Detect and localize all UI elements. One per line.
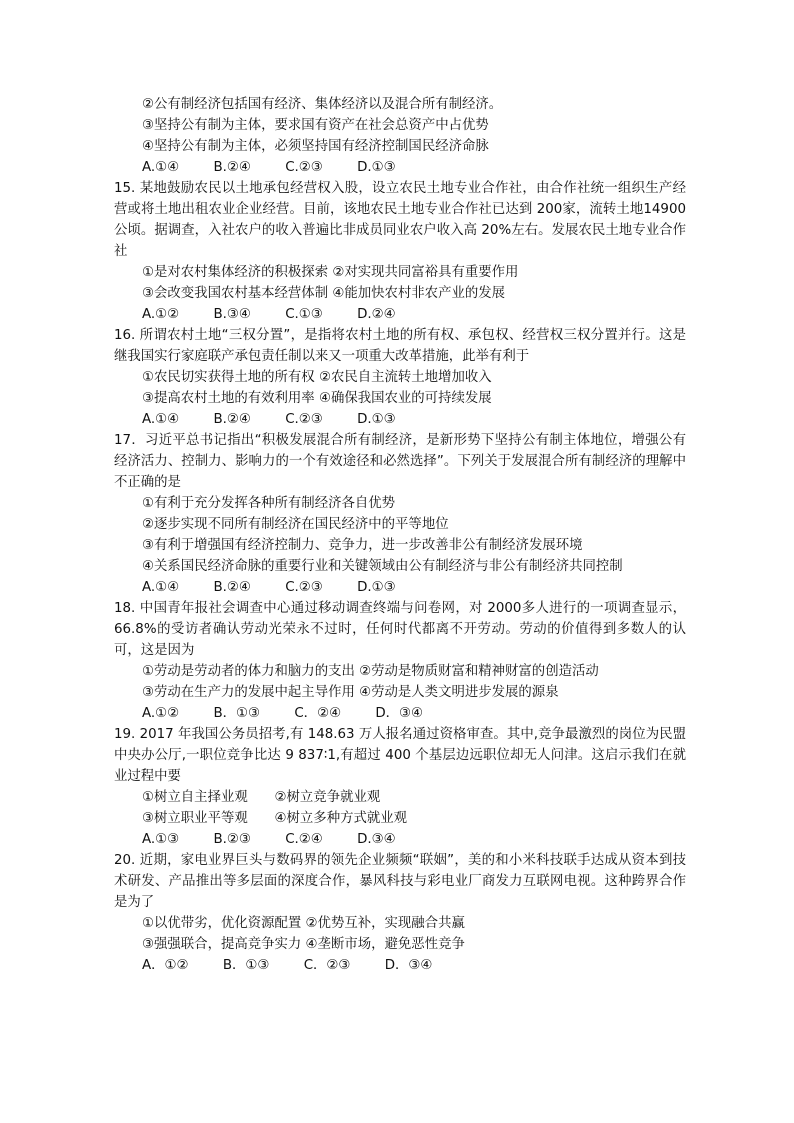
option-item: ④关系国民经济命脉的重要行业和关键领域由公有制经济与非公有制经济共同控制 xyxy=(142,559,623,574)
option-item: ④坚持公有制为主体，必须坚持国有经济控制国民经济命脉 xyxy=(142,139,489,154)
choice-c: C．②③ xyxy=(303,958,351,973)
question-16 xyxy=(114,325,686,430)
question-stem: 19. 2017 年我国公务员招考,有 148.63 万人报名通过资格审查。其中,竞争最激烈的岗位为民盟中央办公厅,一职位竞争比达 9 837∶1,有超过 400 个基层边远职位却无人问津。这启示我们在就业过程中要 xyxy=(114,727,686,784)
answer-choices xyxy=(114,577,686,598)
answer-choices xyxy=(114,409,686,430)
choice-a: A．①② xyxy=(142,958,189,973)
choice-b: B．①③ xyxy=(213,706,261,721)
question-stem: 20. 近期，家电业界巨头与数码界的领先企业频频“联姻”，美的和小米科技联手达成从资本到技术研发、产品推出等多层面的深度合作，暴风科技与彩电业厂商发力互联网电视。这种跨界合作是为了 xyxy=(114,853,686,910)
answer-choices xyxy=(114,157,686,178)
question-18 xyxy=(114,598,686,724)
choice-b: B．①③ xyxy=(222,958,270,973)
answer-choices xyxy=(114,304,686,325)
choice-a: A.①③ xyxy=(142,832,180,847)
choice-c: C.②③ xyxy=(285,412,323,427)
choice-a: A.①② xyxy=(142,706,180,721)
choice-c: C.②④ xyxy=(285,832,323,847)
question-15 xyxy=(114,178,686,325)
question-list xyxy=(114,94,686,976)
option-item: ①劳动是劳动者的体力和脑力的支出 ②劳动是物质财富和精神财富的创造活动 xyxy=(142,664,599,679)
option-item: ②逐步实现不同所有制经济在国民经济中的平等地位 xyxy=(142,517,449,532)
answer-choices xyxy=(114,955,686,976)
choice-d: D．③④ xyxy=(375,706,424,721)
question-14-tail xyxy=(114,94,686,178)
choice-a: A.①④ xyxy=(142,412,180,427)
option-item: ③有利于增强国有经济控制力、竞争力，进一步改善非公有制经济发展环境 xyxy=(142,538,583,553)
option-item: ②公有制经济包括国有经济、集体经济以及混合所有制经济。 xyxy=(142,97,503,112)
choice-d: D.③④ xyxy=(357,832,396,847)
choice-c: C.②③ xyxy=(285,580,323,595)
choice-c: C.②③ xyxy=(285,160,323,175)
choice-a: A.①④ xyxy=(142,580,180,595)
choice-d: D.①③ xyxy=(357,160,396,175)
option-item: ③强强联合，提高竞争实力 ④垄断市场，避免恶性竞争 xyxy=(142,937,465,952)
option-item: ①农民切实获得土地的所有权 ②农民自主流转土地增加收入 xyxy=(142,370,492,385)
choice-b: B.②④ xyxy=(213,580,251,595)
question-stem: 17．习近平总书记指出“积极发展混合所有制经济，是新形势下坚持公有制主体地位，增强公有经济活力、控制力、影响力的一个有效途径和必然选择”。下列关于发展混合所有制经济的理解中不正确的是 xyxy=(114,433,686,490)
option-item: ①树立自主择业观 ②树立竞争就业观 xyxy=(142,790,381,805)
choice-b: B.②④ xyxy=(213,412,251,427)
option-item: ③劳动在生产力的发展中起主导作用 ④劳动是人类文明进步发展的源泉 xyxy=(142,685,559,700)
question-stem: 15. 某地鼓励农民以土地承包经营权入股，设立农民土地专业合作社，由合作社统一组织生产经营或将土地出租农业企业经营。目前，该地农民土地专业合作社已达到 200家，流转土地14900公顷。据调查，入社农户的收入普遍比非成员同业农户收入高 20%左右。发展农民土地专业合作社 xyxy=(114,181,686,259)
choice-a: A.①② xyxy=(142,307,180,322)
option-item: ①是对农村集体经济的积极探索 ②对实现共同富裕具有重要作用 xyxy=(142,265,519,280)
choice-d: D．③④ xyxy=(384,958,433,973)
choice-d: D.①③ xyxy=(357,580,396,595)
option-item: ③树立职业平等观 ④树立多种方式就业观 xyxy=(142,811,408,826)
answer-choices xyxy=(114,829,686,850)
option-item: ③会改变我国农村基本经营体制 ④能加快农村非农产业的发展 xyxy=(142,286,506,301)
choice-b: B.②④ xyxy=(213,160,251,175)
question-17 xyxy=(114,430,686,598)
choice-b: B.②③ xyxy=(213,832,251,847)
choice-d: D.②④ xyxy=(357,307,396,322)
question-20 xyxy=(114,850,686,976)
question-stem: 18. 中国青年报社会调查中心通过移动调查终端与问卷网，对 2000多人进行的一项调查显示，66.8%的受访者确认劳动光荣永不过时，任何时代都离不开劳动。劳动的价值得到多数人的认可，这是因为 xyxy=(114,601,686,658)
option-item: ③提高农村土地的有效利用率 ④确保我国农业的可持续发展 xyxy=(142,391,492,406)
choice-d: D.①③ xyxy=(357,412,396,427)
option-item: ③坚持公有制为主体，要求国有资产在社会总资产中占优势 xyxy=(142,118,489,133)
answer-choices xyxy=(114,703,686,724)
choice-c: C．②④ xyxy=(294,706,342,721)
choice-b: B.③④ xyxy=(213,307,251,322)
option-item: ①有利于充分发挥各种所有制经济各自优势 xyxy=(142,496,396,511)
choice-c: C.①③ xyxy=(285,307,323,322)
option-item: ①以优带劣，优化资源配置 ②优势互补，实现融合共赢 xyxy=(142,916,465,931)
choice-a: A.①④ xyxy=(142,160,180,175)
question-stem: 16. 所谓农村土地“三权分置”，是指将农村土地的所有权、承包权、经营权三权分置并行。这是继我国实行家庭联产承包责任制以来又一项重大改革措施，此举有利于 xyxy=(114,328,686,364)
question-19 xyxy=(114,724,686,850)
